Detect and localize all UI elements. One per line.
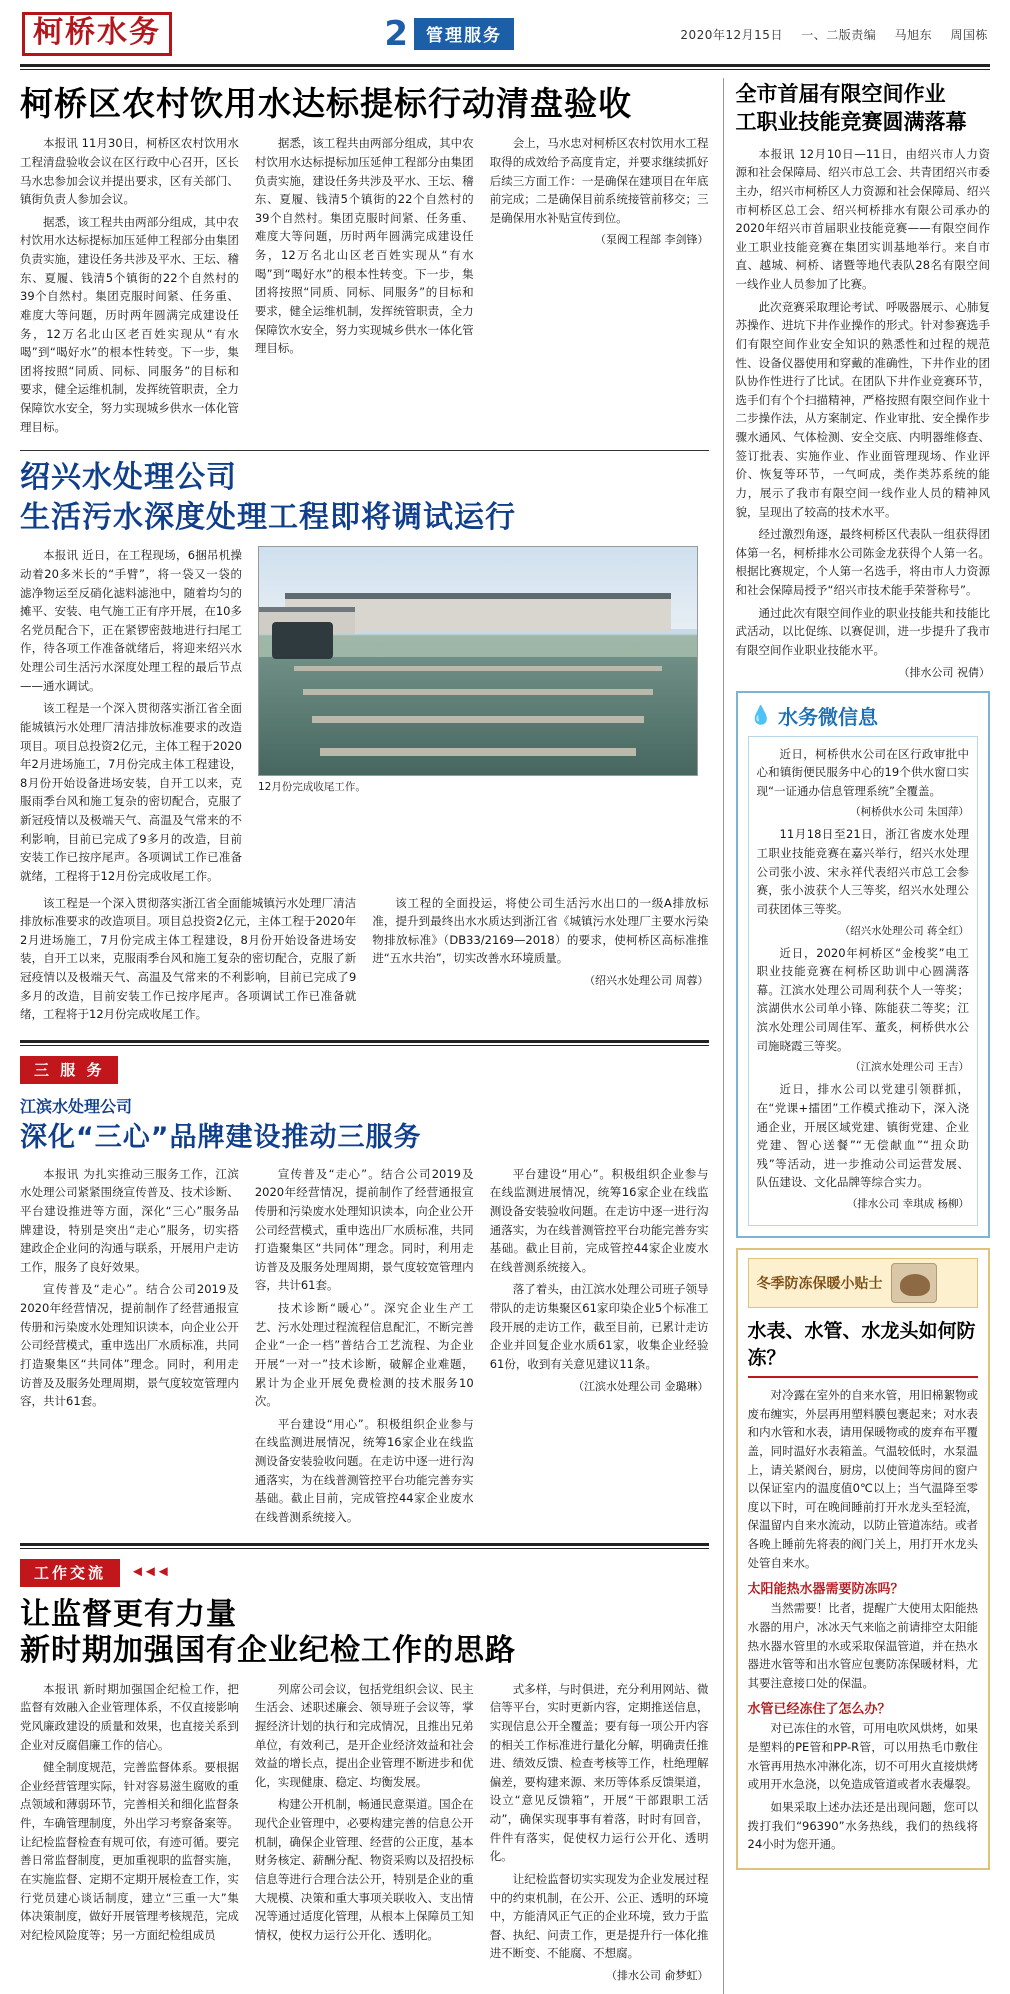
winter-tips-banner: 冬季防冻保暖小贴士 [757, 1273, 883, 1293]
article-2-sign: （绍兴水处理公司 周蓉） [372, 972, 708, 988]
winter-tips-answer-1: 当然需要！比者，提醒广大使用太阳能热水器的用户，冰冰天气来临之前请排空太阳能热水器水管里的水或采取保温管道，并在热水器进水管等和出水管应包裹防冻保暖材料，尤其要注意接口处的保温。 [748, 1599, 978, 1692]
winter-tips-question-2: 水管已经冻住了怎么办？ [748, 1698, 978, 1717]
winter-tips-answer-2: 对已冻住的水管，可用电吹风烘烤，如果是塑料的PE管和PP-R管，可以用热毛巾敷住水管再用热水冲淋化冻，切不可用火直接烘烤或用开水急浇，以免造成管道或者水表爆裂。 [748, 1719, 978, 1794]
photo-lane-2 [303, 689, 653, 695]
right-article-headline-2: 工职业技能竞赛圆满落幕 [736, 108, 990, 136]
article-discipline-inspection [20, 1597, 709, 1994]
masthead-meta [666, 26, 988, 43]
article-rural-water [20, 84, 709, 440]
article-2-photo-block [258, 546, 698, 889]
photo-equipment [272, 622, 333, 658]
plant-photo [258, 546, 698, 776]
article-3-para-2: 宣传普及“走心”。结合公司2019及2020年经营情况，提前制作了经营通报宣传册和污染废水处理知识读本，向企业公开公司经营模式，重申选出厂水质标准，共同打造聚集区“共同体”理念。同时，利用走访普及及服务处理周期，景气度较宽管理内容，共计61套。 [20, 1280, 239, 1410]
photo-lane-3 [312, 716, 645, 723]
section-name: 管理服务 [414, 18, 514, 50]
work-exchange-label: 工作交流 [20, 1559, 120, 1587]
winter-tips-footer: 如果采取上述办法还是出现问题，您可以拨打我们“96390”水务热线，我们的热线将24小时为您开通。 [748, 1798, 978, 1854]
wechat-item-text: 近日，排水公司以党建引领群抓，在“党课+擂团”工作模式推动下，深入浇通企业，开展区域党建、镇街党建、企业党建、智心送餐”“无偿献血”“扭众助残”等活动，进一步推动公司运营发展、队伍建设、文化品牌等综合实力。 [757, 1080, 969, 1192]
article-4-headline-2: 新时期加强国有企业纪检工作的思路 [20, 1633, 709, 1670]
article-2-headline-2: 生活污水深度处理工程即将调试运行 [20, 499, 709, 537]
wechat-item-sign: （排水公司 幸琪成 杨柳） [757, 1196, 969, 1211]
article-2-para-1: 本报讯 近日，在工程现场，6捆吊机操动着20多米长的“手臂”，将一袋又一袋的滤净物运至反硝化滤料滤池中，随着均匀的摊平、安装、电气施工正有序开展，在10多名党员配合下，正在紧锣密鼓地进行扫尾工作，待各项工作准备就绪后，将迎来绍兴水处理公司生活污水深度处理工程的最后节点——通水调试。 [20, 546, 242, 695]
article-4-para-4: 构建公开机制，畅通民意渠道。国企在现代企业管理中，必要构建完善的信息公开机制，确保企业管理、经营的公正度，基本财务核定、薪酬分配、物资采购以及招投标信息等进行合理合法公开，特别是企业的重大规模、决策和重大事项关联收入、支出情况等通过适度化管理，从根本上保障员工知情权，使权力运行公开化、透明化。 [255, 1795, 474, 1944]
wechat-item-sign: （江滨水处理公司 王吉） [757, 1059, 969, 1074]
article-skills-competition [736, 80, 990, 680]
right-article-para-3: 经过激烈角逐，最终柯桥区代表队一组获得团体第一名，柯桥排水公司陈金龙获得个人第一名。根据比赛规定，个人第一名选手，将由市人力资源和社会保障局授予“绍兴市技术能手荣誉称号”。 [736, 525, 990, 600]
article-2-para-2b: 该工程是一个深入贯彻落实浙江省全面能城镇污水处理厂清洁排放标准要求的改造项目。项目总投资2亿元，主体工程于2020年2月进场施工，7月份完成主体工程建设，8月份开始设备进场安装，自开工以来，克服雨季台风和施工复杂的密切配合，克服了新冠疫情以及极端天气、高温及气常来的不利影响，目前已完成了9多月的改造，目前安装工作已按序尾声。各项调试工作已准备就绪，工程将于12月份完成收尾工作。 [20, 894, 356, 1024]
article-1-headline: 柯桥区农村饮用水达标提标行动清盘验收 [20, 84, 709, 124]
photo-lane-4 [320, 748, 635, 756]
page-number: 2 [384, 17, 408, 51]
right-column [723, 78, 990, 1994]
winter-tips-rule [748, 1376, 978, 1378]
article-3-para-4b: 平台建设“用心”。积极组织企业参与在线监测进展情况，统筹16家企业在线监测设备安装验收问题。在走访中逐一进行沟通落实，为在线普测管控平台功能完善夯实基础。截止目前，完成管控44家企业废水在线普测系统接入。 [490, 1165, 709, 1277]
logo [22, 12, 172, 56]
three-services-label: 三 服 务 [20, 1056, 118, 1084]
wechat-box-title: 水务微信息 [778, 701, 878, 730]
article-2-para-3: 该工程的全面投运，将使公司生活污水出口的一级A排放标准，提升到最终出水水质达到浙江省《城镇污水处理厂主要水污染物排放标准》（DB33/2169—2018）的要求，使柯桥区高标准推进“五水共治”，切实改善水环境质量。 [372, 894, 708, 969]
divider-2b [20, 1045, 709, 1046]
article-4-sign: （排水公司 俞梦虹） [490, 1967, 709, 1983]
page-body [18, 70, 992, 1994]
article-2-photo-caption: 12月份完成收尾工作。 [258, 779, 698, 794]
article-sewage-plant [20, 459, 709, 1028]
chevron-left-icon: ◄◄◄ [130, 1564, 169, 1581]
article-3-para-5: 落了着头，由江滨水处理公司班子领导带队的走访集聚区61家印染企业5个标准工段开展的走访工作，截至目前，已累计走访企业并回复企业水质61家，收集企业经验61份，收到有关意见建议11条。 [490, 1280, 709, 1373]
divider-3a [20, 1543, 709, 1546]
editor-label: 一、二版责编 [801, 28, 876, 42]
wechat-item [757, 1080, 969, 1211]
wechat-box-inner [748, 736, 978, 1227]
article-3-para-2b: 宣传普及“走心”。结合公司2019及2020年经营情况，提前制作了经营通报宣传册和污染废水处理知识读本，向企业公开公司经营模式，重申选出厂水质标准，共同打造聚集区“共同体”理念。同时，利用走访普及及服务处理周期，景气度较宽管理内容，共计61套。 [255, 1165, 474, 1295]
article-1-sign: （泵阀工程部 李剑锋） [490, 231, 709, 247]
right-article-para-1: 本报讯 12月10日—11日，由绍兴市人力资源和社会保障局、绍兴市总工会、共青团绍兴市委主办，绍兴市柯桥区人力资源和社会保障局、绍兴市柯桥区总工会、绍兴柯桥排水有限公司承办的2020年绍兴市首届职业技能竞赛——有限空间作业工职业技能竞赛在集团实训基地举行。来自市直、越城、柯桥、诸暨等地代表队28名有限空间一线作业人员参加了比赛。 [736, 145, 990, 294]
right-article-headline-1: 全市首届有限空间作业 [736, 80, 990, 108]
article-3-headline: 深化“三心”品牌建设推动三服务 [20, 1121, 709, 1155]
page-section-indicator [384, 17, 514, 51]
divider-1 [20, 450, 709, 451]
article-1-para-2b: 据悉，该工程共由两部分组成，其中农村饮用水达标提标加压延伸工程部分由集团负责实施，建设任务共涉及平水、王坛、稽东、夏履、钱清5个镇街的22个自然村的39个自然村。集团克服时间紧、任务重、难度大等问题，历时两年圆满完成建设任务，12万名北山区老百姓实现从“有水喝”到“喝好水”的根本性转变。下一步，集团将按照“同质、同标、同服务”的目标和要求，健全运维机制，发挥统管职责，全力保障饮水安全，努力实现城乡供水一体化管理目标。 [255, 134, 474, 358]
article-three-services [20, 1094, 709, 1531]
article-3-para-3: 技术诊断“暖心”。深究企业生产工艺、污水处理过程流程信息配汇，不断完善企业“一企一档”普结合工艺流程、为企业开展“一对一”技术诊断，破解企业难题，累计为企业开展免费检测的技术服务10次。 [255, 1299, 474, 1411]
winter-tips-title: 水表、水管、水龙头如何防冻？ [748, 1316, 978, 1370]
wechat-item [757, 745, 969, 820]
wechat-item-text: 近日，柯桥供水公司在区行政审批中心和镇街便民服务中心的19个供水窗口实现“一证通办信息管理系统”全覆盖。 [757, 745, 969, 801]
masthead [18, 0, 992, 62]
article-3-para-4: 平台建设“用心”。积极组织企业参与在线监测进展情况，统筹16家企业在线监测设备安装验收问题。在走访中逐一进行沟通落实，为在线普测管控平台功能完善夯实基础。截止目前，完成管控44家企业废水在线普测系统接入。 [255, 1415, 474, 1527]
section-tag-work-exchange [20, 1559, 709, 1587]
article-3-subhead: 江滨水处理公司 [20, 1094, 709, 1117]
wechat-item-text: 近日，2020年柯桥区“金梭奖”电工职业技能竞赛在柯桥区助训中心圆满落幕。江滨水处理公司周利获个人一等奖；滨湖供水公司单小锋、陈能获二等奖；江滨水处理公司周佳军、董炙，柯桥供水公司施晓霞三等奖。 [757, 944, 969, 1056]
wechat-info-box [736, 691, 990, 1239]
wechat-item-sign: （柯桥供水公司 朱国萍） [757, 804, 969, 819]
wechat-box-title-row [750, 701, 978, 730]
winter-tips-intro: 对冷露在室外的自来水管，用旧棉絮物或废布缠实，外层再用塑料膜包裹起来；对水表和内水管和水表，请用保暖物或的废弃布平覆盖，同时温好水表箱盖。气温较低时，水泵温上，请关紧阀台，厨房，以使间等房间的窗户以保证室内的温度值0℃以上；当气温降至零度以下时，可在晚间睡前打开水龙头至轻流，保温留内自来水流动，以防止管道冻结。或者各晚上睡前先将表的阀门关上，用打开水龙头处管自来水。 [748, 1386, 978, 1572]
left-column [20, 78, 709, 1994]
article-4-para-1: 本报讯 新时期加强国企纪检工作，把监督有效融入企业管理体系，不仅直接影响党风廉政建设的质量和效果，也直接关系到企业对反腐倡廉工作的信心。 [20, 1680, 239, 1755]
article-2-headline-1: 绍兴水处理公司 [20, 459, 709, 497]
article-4-para-2: 健全制度规范，完善监督体系。要根据企业经营管理实际，针对容易滋生腐败的重点领域和薄弱环节，完善相关和细化监督条件，车确管理制度，外出学习考察备案等。让纪检监督检查有规可依，有迹可循。要完善日常监督制度，更加重视职的监督实施，在实施监督、定期不定期开展检查工作，实行党员建心谈话制度，建立“三重一大”集体决策制度，做好开展管理考核规范，完成对纪检风险度等；另一方面纪检组成员 [20, 1758, 239, 1944]
snowman-illustration-icon [891, 1263, 937, 1303]
winter-tips-question-1: 太阳能热水器需要防冻吗？ [748, 1578, 978, 1597]
article-4-para-6: 让纪检监督切实实现发为企业发展过程中的约束机制，在公开、公正、透明的环境中，方能清风正气正的企业环境，致力于监督、执纪、问责工作，更是提升行一体化推进不断变、不能腐、不想腐。 [490, 1870, 709, 1963]
article-4-para-3: 列席公司会议，包括党组织会议、民主生活会、述职述廉会、领导班子会议等，掌握经济计划的执行和完成情况，且推出兄弟单位，有效利己，是开企业经济效益和社会效益的增长点，提出企业管理不断进步和优化，实现健康、稳定、均衡发展。 [255, 1680, 474, 1792]
editor-name-2: 周国栋 [950, 28, 988, 42]
winter-tips-box [736, 1248, 990, 1870]
article-1-para-3: 会上，马水忠对柯桥区农村饮用水工程取得的成效给予高度肯定，并要求继续抓好后续三方面工作：一是确保在建项目在年底前完成；二是确保目前系统接管前移交；三是确保用水补贴宣传到位。 [490, 134, 709, 227]
article-3-para-1: 本报讯 为扎实推动三服务工作，江滨水处理公司紧紧围绕宣传普及、技术诊断、平台建设推进等方面，深化“三心”服务品牌建设，特别是突出“走心”服务，切实搭建政企企业问的沟通与联系，开展用户走访工作，服务了良好效果。 [20, 1165, 239, 1277]
logo-text: 柯桥水务 [22, 12, 172, 56]
wechat-item [757, 825, 969, 937]
article-2-para-2: 该工程是一个深入贯彻落实浙江省全面能城镇污水处理厂清洁排放标准要求的改造项目。项目总投资2亿元，主体工程于2020年2月进场施工，7月份完成主体工程建设，8月份开始设备进场安装，自开工以来，克服雨季台风和施工复杂的密切配合，克服了新冠疫情以及极端天气、高温及气常来的不利影响，目前已完成了9多月的改造，目前安装工作已按序尾声。各项调试工作已准备就绪，工程将于12月份完成收尾工作。 [20, 699, 242, 885]
water-drop-icon: 💧 [750, 705, 772, 726]
article-1-para-1: 本报讯 11月30日，柯桥区农村饮用水工程清盘验收会议在区行政中心召开，区长马水忠参加会议并提出要求，区有关部门、镇街负责人参加会议。 [20, 134, 239, 209]
divider-3b [20, 1548, 709, 1549]
article-4-headline-1: 让监督更有力量 [20, 1597, 709, 1634]
winter-tips-banner-row [748, 1258, 978, 1308]
article-3-sign: （江滨水处理公司 金璐琳） [490, 1378, 709, 1394]
wechat-item [757, 944, 969, 1075]
right-article-para-2: 此次竞赛采取理论考试、呼吸器展示、心肺复苏操作、进坑下井作业操作的形式。针对参赛选手们有限空间作业安全知识的熟悉性和过程的规范性、设备仪器使用和穿戴的准确性，下井作业的团队协作性进行了比试。在团队下井作业竞赛环节，选手们有个个扫描精神，严格按照有限空间作业十二步操作法，从方案制定、作业审批、安全操作步骤水通风、气体检测、安全交底、内明器维修查、签订批表、实施作业、作业面管理现场、作业评价、恢复等环节，一气呵成，类作类苏系统的能力，展示了我市有限空间一线作业人员的精神风貌，呈现出了较高的技术水平。 [736, 298, 990, 522]
masthead-rule-thick [20, 64, 990, 67]
issue-date: 2020年12月15日 [680, 28, 783, 42]
divider-2a [20, 1040, 709, 1043]
right-article-sign: （排水公司 祝倩） [736, 664, 990, 680]
editor-name-1: 马旭东 [895, 28, 933, 42]
section-tag-three-services [20, 1056, 709, 1084]
photo-lane-1 [294, 666, 662, 671]
right-article-para-4: 通过此次有限空间作业的职业技能共和技能比武活动，以比促练、以赛促训，进一步提升了我市有限空间作业职业技能水平。 [736, 604, 990, 660]
wechat-item-text: 11月18日至21日，浙江省废水处理工职业技能竞赛在嘉兴举行，绍兴水处理公司张小波、宋永祥代表绍兴市总工会参赛，张小波获个人三等奖，绍兴水处理公司获团体三等奖。 [757, 825, 969, 918]
article-4-para-5: 式多样，与时俱进，充分利用网站、微信等平台，实时更新内容，定期推送信息，实现信息公开全覆盖；要有每一项公开内容的相关工作标准进行量化分解，明确责任推进、绩效反馈、检查考核等工作，杜绝理解偏差，要构建来源、来历等体系反馈渠道，设立“意见反馈箱”，开展“干部跟职工活动”，确保实现事事有着落，时时有回音，件件有落实，促使权力运行公开化、透明化。 [490, 1680, 709, 1866]
article-1-para-2: 据悉，该工程共由两部分组成，其中农村饮用水达标提标加压延伸工程部分由集团负责实施，建设任务共涉及平水、王坛、稽东、夏履、钱清5个镇街的22个自然村的39个自然村。集团克服时间紧、任务重、难度大等问题，历时两年圆满完成建设任务，12万名北山区老百姓实现从“有水喝”到“喝好水”的根本性转变。下一步，集团将按照“同质、同标、同服务”的目标和要求，健全运维机制，发挥统管职责，全力保障饮水安全，努力实现城乡供水一体化管理目标。 [20, 213, 239, 437]
wechat-item-sign: （绍兴水处理公司 蒋全红） [757, 923, 969, 938]
